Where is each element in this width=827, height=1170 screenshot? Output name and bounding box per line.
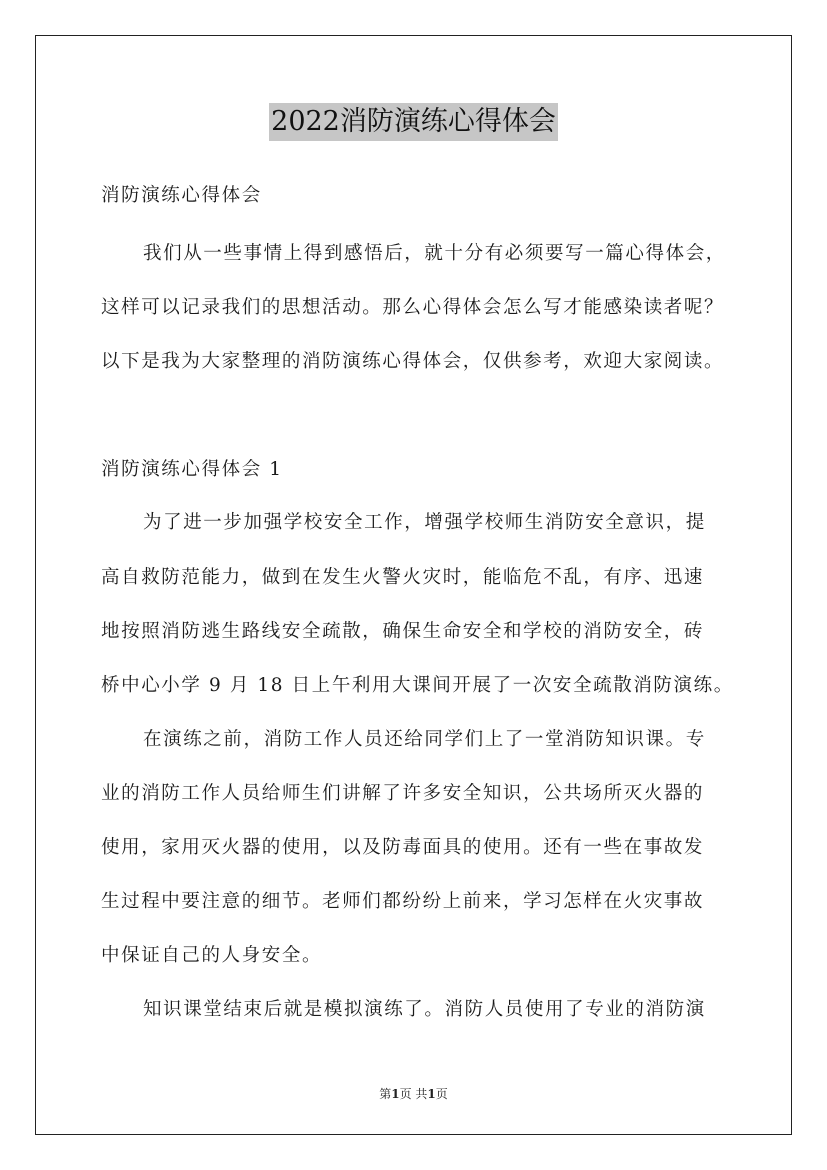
intro-line-2: 这样可以记录我们的思想活动。那么心得体会怎么写才能感染读者呢？ [101,297,725,318]
section-heading-intro: 消防演练心得体会 [101,185,262,206]
section-heading-1: 消防演练心得体会 1 [101,459,283,480]
para1-line-4: 桥中心小学 9 月 18 日上午利用大课间开展了一次安全疏散消防演练。 [101,675,734,696]
para1-line-3: 地按照消防逃生路线安全疏散，确保生命安全和学校的消防安全，砖 [101,621,705,642]
para2-line-5: 中保证自己的人身安全。 [101,945,323,966]
para2-line-2: 业的消防工作人员给师生们讲解了许多安全知识，公共场所灭火器的 [101,783,705,804]
para2-line-4: 生过程中要注意的细节。老师们都纷纷上前来，学习怎样在火灾事故 [101,891,705,912]
footer-page-current: 1 [391,1087,400,1101]
page-footer [0,1085,827,1102]
intro-line-3: 以下是我为大家整理的消防演练心得体会，仅供参考，欢迎大家阅读。 [101,351,725,372]
para1-line-2: 高自救防范能力，做到在发生火警火灾时，能临危不乱，有序、迅速 [101,567,705,588]
footer-page-prefix: 第 [379,1087,392,1101]
para1-line-1: 为了进一步加强学校安全工作，增强学校师生消防安全意识，提 [143,512,706,533]
title-container [0,103,827,141]
para2-line-3: 使用，家用灭火器的使用，以及防毒面具的使用。还有一些在事故发 [101,837,705,858]
intro-line-1: 我们从一些事情上得到感悟后，就十分有必须要写一篇心得体会， [143,243,726,264]
footer-page-mid: 页 共 [399,1087,428,1101]
footer-page-total: 1 [427,1087,436,1101]
para3-line-1: 知识课堂结束后就是模拟演练了。消防人员使用了专业的消防演 [143,999,706,1020]
document-title: 2022消防演练心得体会 [269,103,558,141]
footer-page-suffix: 页 [435,1087,448,1101]
para2-line-1: 在演练之前，消防工作人员还给同学们上了一堂消防知识课。专 [143,729,706,750]
